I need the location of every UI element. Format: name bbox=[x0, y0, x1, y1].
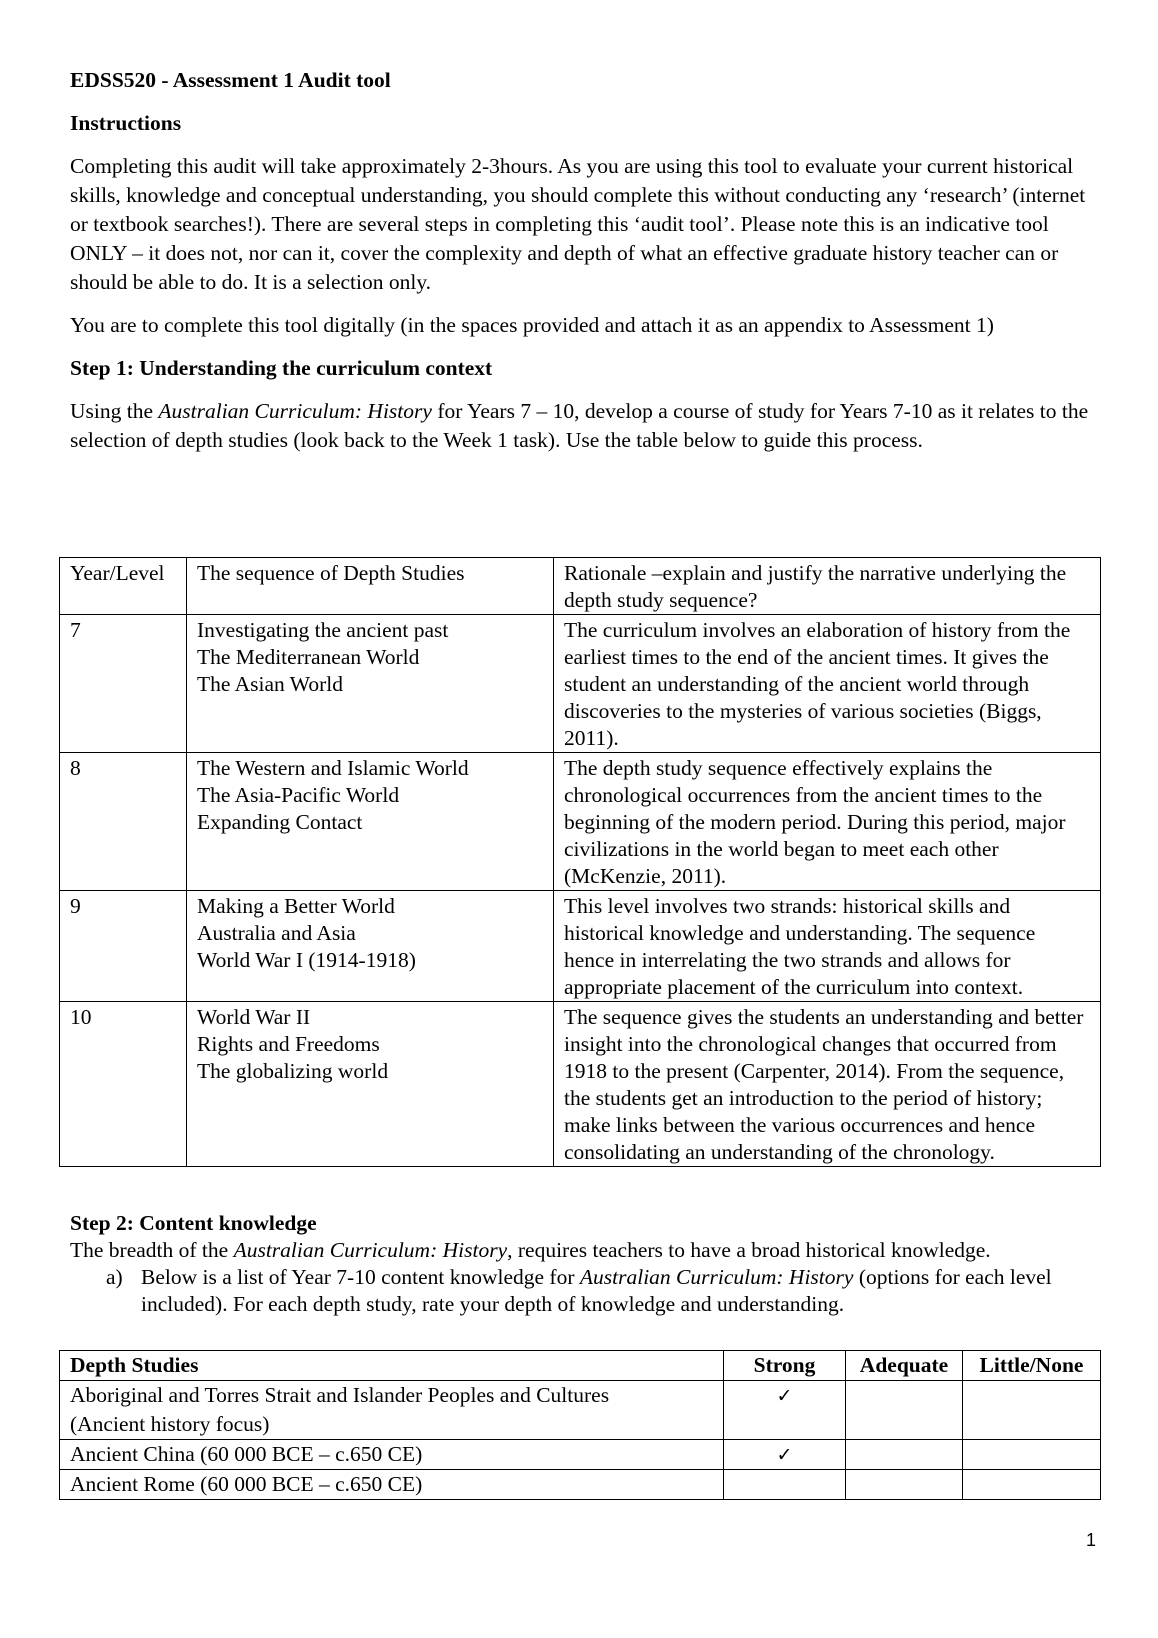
depth-study-line: (Ancient history focus) bbox=[70, 1412, 270, 1436]
step2-text-pre: The breadth of the bbox=[70, 1238, 234, 1262]
depth-studies-rating-table bbox=[59, 1350, 1101, 1500]
list-item-text-post: (options for each level included). For each depth study, rate your depth of knowledge and understanding. bbox=[141, 1265, 1052, 1316]
table-header-row bbox=[60, 558, 1101, 615]
study-item: World War I (1914-1918) bbox=[197, 948, 416, 972]
step1-paragraph bbox=[70, 397, 1100, 455]
table-row bbox=[60, 615, 1101, 753]
header-strong: Strong bbox=[724, 1351, 846, 1381]
strong-rating-cell[interactable] bbox=[724, 1381, 846, 1440]
step2-heading: Step 2: Content knowledge bbox=[70, 1211, 317, 1235]
study-item: Rights and Freedoms bbox=[197, 1032, 380, 1056]
table-row bbox=[60, 1002, 1101, 1167]
study-item: The globalizing world bbox=[197, 1059, 389, 1083]
year-cell[interactable]: 8 bbox=[60, 753, 187, 891]
studies-cell[interactable] bbox=[187, 753, 554, 891]
little-none-rating-cell[interactable] bbox=[963, 1440, 1101, 1470]
study-item: The Asia-Pacific World bbox=[197, 783, 400, 807]
step1-heading: Step 1: Understanding the curriculum context bbox=[70, 356, 493, 380]
study-item: Expanding Contact bbox=[197, 810, 363, 834]
step2-text-emphasis: Australian Curriculum: History bbox=[233, 1238, 508, 1262]
step2-paragraph bbox=[70, 1237, 1110, 1264]
step1-text-emphasis: Australian Curriculum: History bbox=[158, 399, 432, 423]
studies-cell[interactable] bbox=[187, 1002, 554, 1167]
depth-study-cell: Ancient Rome (60 000 BCE – c.650 CE) bbox=[60, 1470, 724, 1500]
instructions-paragraph-2: You are to complete this tool digitally (in the spaces provided and attach it as an appendix to Assessment 1) bbox=[70, 313, 994, 337]
strong-rating-cell[interactable] bbox=[724, 1440, 846, 1470]
year-cell[interactable]: 7 bbox=[60, 615, 187, 753]
table-row bbox=[60, 1440, 1101, 1470]
depth-study-line: Aboriginal and Torres Strait and Islander Peoples and Cultures bbox=[70, 1383, 610, 1407]
strong-rating-cell[interactable] bbox=[724, 1470, 846, 1500]
little-none-rating-cell[interactable] bbox=[963, 1381, 1101, 1440]
study-item: The Asian World bbox=[197, 672, 343, 696]
step1-text-post: for Years 7 – 10, develop a course of study for Years 7-10 as it relates to the selection of depth studies (look back to the Week 1 task). Use the table below to guide this process. bbox=[70, 399, 1089, 452]
study-item: Australia and Asia bbox=[197, 921, 356, 945]
adequate-rating-cell[interactable] bbox=[846, 1470, 963, 1500]
study-item: The Western and Islamic World bbox=[197, 756, 469, 780]
header-sequence: The sequence of Depth Studies bbox=[187, 558, 554, 615]
table-row bbox=[60, 753, 1101, 891]
checkmark-icon: ✓ bbox=[776, 1444, 793, 1466]
step2-text-post: , requires teachers to have a broad historical knowledge. bbox=[507, 1238, 991, 1262]
header-little-none: Little/None bbox=[963, 1351, 1101, 1381]
year-cell[interactable]: 10 bbox=[60, 1002, 187, 1167]
rationale-cell[interactable]: The curriculum involves an elaboration of history from the earliest times to the end of the ancient times. It gives the student an understanding of the ancient world through discoveries to the mysteries of various societies (Biggs, 2011). bbox=[554, 615, 1101, 753]
little-none-rating-cell[interactable] bbox=[963, 1470, 1101, 1500]
rationale-cell[interactable]: The sequence gives the students an understanding and better insight into the chronological changes that occurred from 1918 to the present (Carpenter, 2014). From the sequence, the students get an introduction to the period of history; make links between the various occurrences and hence consolidating an understanding of the chronology. bbox=[554, 1002, 1101, 1167]
study-item: The Mediterranean World bbox=[197, 645, 420, 669]
list-marker: a) bbox=[106, 1265, 123, 1289]
header-year-level: Year/Level bbox=[60, 558, 187, 615]
rationale-cell[interactable]: This level involves two strands: historical skills and historical knowledge and understanding. The sequence hence in interrelating the two strands and allows for appropriate placement of the curriculum into context. bbox=[554, 891, 1101, 1002]
page-number: 1 bbox=[1085, 1530, 1096, 1550]
studies-cell[interactable] bbox=[187, 891, 554, 1002]
step1-text-pre: Using the bbox=[70, 399, 159, 423]
table-row bbox=[60, 1381, 1101, 1440]
list-item-text-pre: Below is a list of Year 7-10 content knowledge for bbox=[141, 1265, 580, 1289]
checkmark-icon: ✓ bbox=[776, 1385, 793, 1407]
list-item-text-emphasis: Australian Curriculum: History bbox=[579, 1265, 854, 1289]
step2-section bbox=[70, 1210, 1110, 1318]
table-row bbox=[60, 891, 1101, 1002]
instructions-paragraph-1: Completing this audit will take approximately 2-3hours. As you are using this tool to evaluate your current historical skills, knowledge and conceptual understanding, you should complete this without conducting any ‘research’ (internet or textbook searches!). There are several steps in completing this ‘audit tool’. Please note this is an indicative tool ONLY – it does not, nor can it, cover the complexity and depth of what an effective graduate history teacher can or should be able to do. It is a selection only. bbox=[70, 154, 1086, 294]
depth-study-cell bbox=[60, 1381, 724, 1440]
rationale-cell[interactable]: The depth study sequence effectively explains the chronological occurrences from the ancient times to the beginning of the modern period. During this period, major civilizations in the world began to meet each other (McKenzie, 2011). bbox=[554, 753, 1101, 891]
adequate-rating-cell[interactable] bbox=[846, 1381, 963, 1440]
studies-cell[interactable] bbox=[187, 615, 554, 753]
table-header-row bbox=[60, 1351, 1101, 1381]
study-item: World War II bbox=[197, 1005, 311, 1029]
header-depth-studies: Depth Studies bbox=[60, 1351, 724, 1381]
depth-sequence-table bbox=[59, 557, 1101, 1167]
year-cell[interactable]: 9 bbox=[60, 891, 187, 1002]
list-item bbox=[70, 1264, 1110, 1318]
header-rationale: Rationale –explain and justify the narrative underlying the depth study sequence? bbox=[554, 558, 1101, 615]
table-row bbox=[60, 1470, 1101, 1500]
document-body bbox=[70, 66, 1100, 469]
document-title: EDSS520 - Assessment 1 Audit tool bbox=[70, 68, 391, 92]
header-adequate: Adequate bbox=[846, 1351, 963, 1381]
study-item: Investigating the ancient past bbox=[197, 618, 449, 642]
depth-study-cell: Ancient China (60 000 BCE – c.650 CE) bbox=[60, 1440, 724, 1470]
instructions-heading: Instructions bbox=[70, 111, 182, 135]
adequate-rating-cell[interactable] bbox=[846, 1440, 963, 1470]
study-item: Making a Better World bbox=[197, 894, 395, 918]
